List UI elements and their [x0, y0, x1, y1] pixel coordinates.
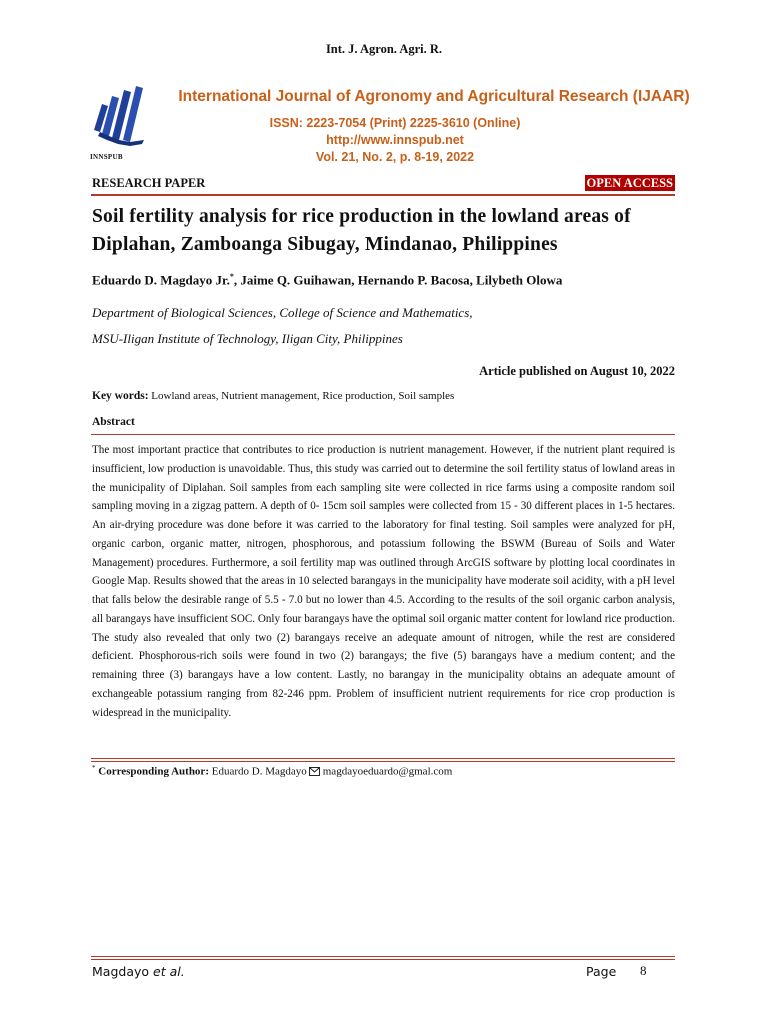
- paper-type: RESEARCH PAPER: [92, 176, 206, 190]
- corresponding-name: Eduardo D. Magdayo: [211, 765, 307, 778]
- footer-author-name: Magdayo: [92, 964, 150, 979]
- footer-page-label: Page: [586, 964, 617, 979]
- abstract-body: The most important practice that contributes to rice production is nutrient management. However, if the nutrient plant required is insufficient, low production is unavoidable. Thus, this study was carried out to determine the soil fertility status of lowland areas in the municipality of Diplahan. Soil samples from each sampling site were collected in rice farms using a composite random soil sampling moving in a zigzag pattern. A depth of 0- 15cm soil samples were collected from 15 - 30 different places in 1-5 hectares. An air-drying procedure was done before it was carried to the laboratory for final testing. Soil samples were analyzed for pH, organic carbon, organic matter, nitrogen, phosphorous, and potassium following the BSWM (Bureau of Soils and Water Management) procedures. Furthermore, a soil fertility map was outlined through ArcGIS software by plotting local coordinates in Google Map. Results showed that the areas in 10 selected barangays in the municipality have moderate soil acidity, with a pH level that falls below the desirable range of 5.5 - 7.0 but no lower than 4.5. According to the results of the soil organic carbon analysis, all barangays have insufficient SOC. Only four barangays have the optimal soil organic matter content for lowland rice production. The study also revealed that only two (2) barangays receive an adequate amount of nitrogen, while the rest are considered deficient. Phosphorous-rich soils were found in two (2) barangays; the five (5) barangays have a medium content; and the remaining three (3) barangays have a low content. Lastly, no barangay in the municipality obtains an adequate amount of exchangeable potassium ranging from 82-246 ppm. Problem of insufficient nutrient requirements for rice crop production is widespread in the municipality.: [92, 444, 675, 719]
- keywords-label: Key words:: [92, 390, 149, 402]
- abstract-top-rule: [91, 434, 675, 435]
- corresponding-author: [92, 764, 452, 779]
- author-mark: *: [229, 272, 234, 281]
- journal-name: International Journal of Agronomy and Agricultural Research (IJAAR): [178, 88, 690, 105]
- mail-icon: [309, 767, 320, 779]
- abstract-bottom-rule: [91, 758, 675, 762]
- footer-author: [92, 964, 185, 979]
- corresponding-mark: *: [92, 764, 96, 772]
- footer-page-number: 8: [640, 963, 647, 978]
- other-authors: , Jaime Q. Guihawan, Hernando P. Bacosa, Lilybeth Olowa: [233, 272, 563, 288]
- book-stack-logo-icon: [90, 82, 160, 154]
- innspub-logo: [90, 82, 160, 162]
- keywords-list: Lowland areas, Nutrient management, Rice production, Soil samples: [151, 390, 455, 402]
- first-author: Eduardo D. Magdayo Jr.: [92, 272, 230, 288]
- affiliation-line-2: MSU-Iligan Institute of Technology, Iligan City, Philippines: [92, 331, 403, 346]
- publication-date: Article published on August 10, 2022: [479, 364, 675, 378]
- header-rule: [91, 194, 675, 196]
- affiliation-line-1: Department of Biological Sciences, College of Science and Mathematics,: [92, 305, 473, 320]
- keywords: [92, 390, 682, 402]
- logo-caption: INNSPUB: [90, 153, 123, 161]
- abstract-heading: Abstract: [92, 416, 135, 428]
- running-head: Int. J. Agron. Agri. R.: [325, 42, 443, 56]
- footer-author-suffix: et al.: [153, 964, 185, 979]
- journal-url[interactable]: http://www.innspub.net: [326, 133, 464, 147]
- open-access-badge: OPEN ACCESS: [586, 176, 673, 190]
- footer-rule: [91, 956, 675, 960]
- volume-info: Vol. 21, No. 2, p. 8-19, 2022: [315, 150, 475, 164]
- author-list: [92, 272, 682, 288]
- issn: ISSN: 2223-7054 (Print) 2225-3610 (Online): [269, 116, 521, 130]
- corresponding-label: Corresponding Author:: [98, 765, 209, 778]
- corresponding-email[interactable]: magdayoeduardo@gmal.com: [322, 765, 453, 778]
- article-title: Soil fertility analysis for rice production in the lowland areas of Diplahan, Zamboanga Sibugay, Mindanao, Philippines: [92, 206, 631, 255]
